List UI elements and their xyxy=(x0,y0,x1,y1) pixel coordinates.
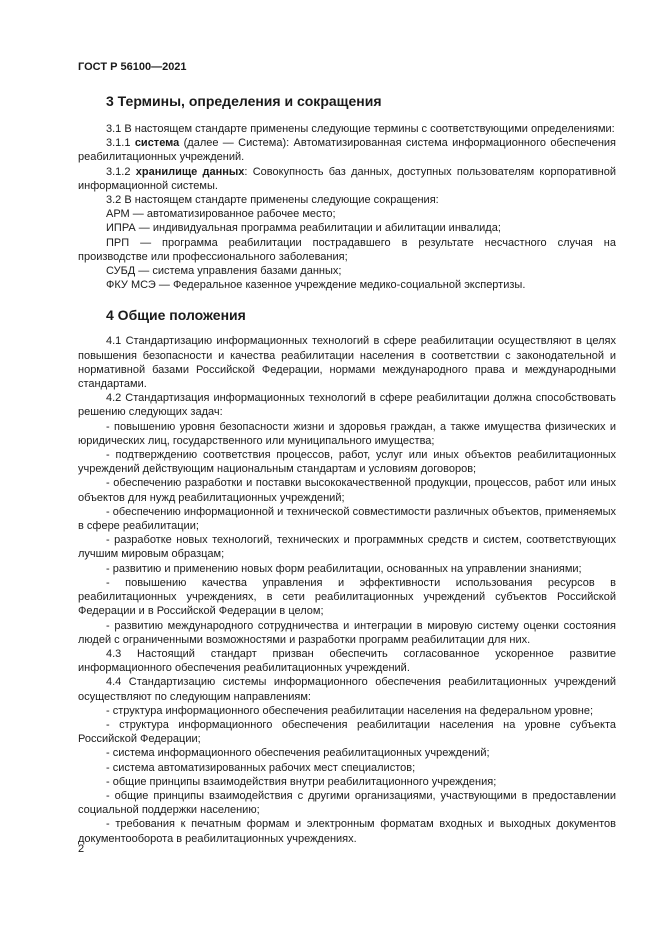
list-item: - повышению уровня безопасности жизни и здоровья граждан, а также имущества физических и юридических лиц, государственного или муниципального имущества; xyxy=(78,420,616,447)
list-item: - система автоматизированных рабочих мест специалистов; xyxy=(106,761,416,774)
list-item: - развитию международного сотрудничества и интеграции в мировую систему оценки состояния людей с ограниченными возможностями и разработки программ реабилитации для них. xyxy=(78,619,616,646)
list-item: - обеспечению разработки и поставки высококачественной продукции, процессов, работ или иных объектов для нужд реабилитационных учреждений; xyxy=(78,477,616,504)
list-item: - общие принципы взаимодействия внутри реабилитационного учреждения; xyxy=(106,775,497,788)
list-item: - структура информационного обеспечения реабилитации населения на уровне субъекта Российской Федерации; xyxy=(78,718,616,746)
paragraph: 3.1 В настоящем стандарте применены следующие термины с соответствующими определениями: xyxy=(106,123,615,135)
paragraph: 3.2 В настоящем стандарте применены следующие сокращения: xyxy=(106,194,439,207)
list-item: - повышению качества управления и эффективности использования ресурсов в реабилитационных учреждениях, в сети реабилитационных учреждений субъектов Российской Федерации и в Российской Федерации в целом; xyxy=(78,576,616,618)
list-item: - структура информационного обеспечения реабилитации населения на федеральном уровне; xyxy=(106,704,594,717)
page-number: 2 xyxy=(78,843,85,855)
section-4-title: 4 Общие положения xyxy=(106,307,246,324)
abbreviation-item: ПРП — программа реабилитации пострадавшего в результате несчастного случая на производстве или профессионального заболевания; xyxy=(78,236,616,263)
paragraph: 4.2 Стандартизация информационных технологий в сфере реабилитации должна способствовать решению следующих задач: xyxy=(78,392,616,419)
term-definition: 3.1.1 система (далее — Система): Автоматизированная система информационного обеспечения реабилитационных учреждений. xyxy=(78,137,616,164)
paragraph: 4.4 Стандартизацию системы информационного обеспечения реабилитационных учреждений осуществляют по следующим направлениям: xyxy=(78,676,616,703)
list-item: - требования к печатным формам и электронным форматам входных и выходных документов документооборота в реабилитационных учреждениях. xyxy=(78,818,616,845)
abbreviation-item: ИПРА — индивидуальная программа реабилитации и абилитации инвалида; xyxy=(106,222,501,235)
list-item: - развитию и применению новых форм реабилитации, основанных на управлении знаниями; xyxy=(106,562,582,575)
list-item: - обеспечению информационной и технической совместимости различных объектов, применяемых в сфере реабилитации; xyxy=(78,505,616,533)
abbreviation-item: СУБД — система управления базами данных; xyxy=(106,265,342,278)
term: хранилище данных xyxy=(135,165,245,178)
term-definition: 3.1.2 хранилище данных: Совокупность баз данных, доступных пользователям корпоративной информационной системы. xyxy=(78,165,617,192)
document-header: ГОСТ Р 56100—2021 xyxy=(78,61,187,73)
paragraph: 4.1 Стандартизацию информационных технологий в сфере реабилитации осуществляют в целях повышения безопасности и качества реабилитации населения в соответствии с законодательной и нормативной базами Российской Федерации, нормами международного права и международными стандартами. xyxy=(78,335,616,391)
abbreviation-item: ФКУ МСЭ — Федеральное казенное учреждение медико-социальной экспертизы. xyxy=(106,279,526,292)
term: система xyxy=(134,137,180,150)
abbreviation-item: АРМ — автоматизированное рабочее место; xyxy=(106,208,336,221)
list-item: - подтверждению соответствия процессов, работ, услуг или иных объектов реабилитационных учреждений действующим национальным стандартам и условиям договоров; xyxy=(78,449,616,476)
page-body xyxy=(78,92,616,846)
list-item: - общие принципы взаимодействия с другими организациями, участвующими в предоставлении социальной поддержки населению; xyxy=(78,789,616,817)
list-item: - разработке новых технологий, технических и программных средств и систем, соответствующих лучшим мировым образцам; xyxy=(78,534,616,561)
section-3-title: 3 Термины, определения и сокращения xyxy=(106,93,382,109)
list-item: - система информационного обеспечения реабилитационных учреждений; xyxy=(106,747,490,760)
paragraph: 4.3 Настоящий стандарт призван обеспечить согласованное ускоренное развитие информационного обеспечения реабилитационных учреждений. xyxy=(78,647,616,675)
